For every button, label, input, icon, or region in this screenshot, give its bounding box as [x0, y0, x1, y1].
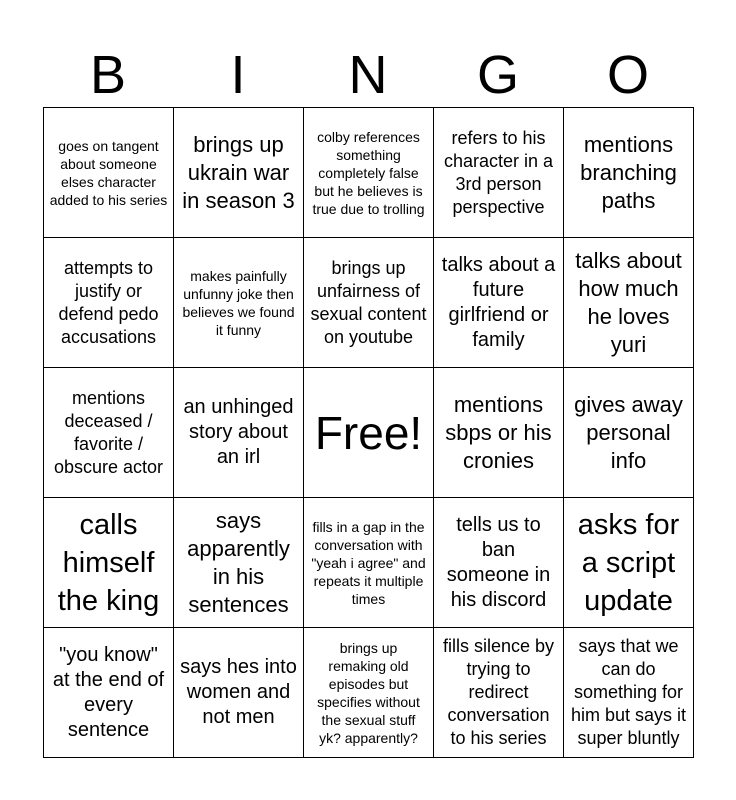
cell-text: attempts to justify or defend pedo accusations	[58, 257, 159, 347]
bingo-cell-r5c3[interactable]	[304, 628, 434, 758]
cell-text: calls himself the king	[57, 508, 160, 617]
bingo-cell-r4c2[interactable]	[174, 498, 304, 628]
cell-text: "you know" at the end of every sentence	[52, 643, 165, 741]
header-letter-n: N	[348, 45, 388, 105]
bingo-cell-r2c1[interactable]	[44, 238, 174, 368]
header-letter-b: B	[89, 45, 127, 105]
cell-text: mentions sbps or his cronies	[445, 391, 552, 473]
cell-text: says hes into women and not men	[180, 656, 297, 728]
cell-text: mentions deceased / favorite / obscure actor	[53, 387, 164, 477]
bingo-cell-r4c5[interactable]	[564, 498, 694, 628]
cell-text: tells us to ban someone in his discord	[446, 513, 551, 611]
cell-text: brings up unfairness of sexual content on youtube	[310, 257, 427, 347]
bingo-cell-r4c1[interactable]	[44, 498, 174, 628]
cell-text: goes on tangent about someone elses character added to his series	[49, 137, 168, 208]
bingo-cell-r3c2[interactable]	[174, 368, 304, 498]
bingo-cell-r4c3[interactable]	[304, 498, 434, 628]
cell-text: brings up remaking old episodes but specifies without the sexual stuff yk? apparently?	[317, 639, 420, 746]
cell-text: colby references something completely false but he believes is true due to trolling	[312, 128, 425, 217]
bingo-cell-r3c5[interactable]	[564, 368, 694, 498]
bingo-cell-r2c2[interactable]	[174, 238, 304, 368]
bingo-cell-r5c1[interactable]	[44, 628, 174, 758]
bingo-header	[43, 44, 693, 106]
bingo-cell-r1c4[interactable]	[434, 108, 564, 238]
free-space-label: Free!	[314, 406, 423, 459]
cell-text: fills silence by trying to redirect conversation to his series	[442, 636, 555, 748]
header-letter-g: G	[476, 45, 519, 105]
cell-text: brings up ukrain war in season 3	[182, 131, 295, 213]
cell-text: refers to his character in a 3rd person perspective	[443, 127, 554, 217]
cell-text: asks for a script update	[577, 508, 680, 617]
cell-text: mentions branching paths	[580, 131, 677, 213]
cell-text: says apparently in his sentences	[187, 507, 290, 617]
bingo-cell-r4c4[interactable]	[434, 498, 564, 628]
cell-text: makes painfully unfunny joke then believes we found it funny	[182, 267, 295, 338]
cell-text: talks about a future girlfriend or family	[441, 253, 556, 351]
bingo-cell-r1c5[interactable]	[564, 108, 694, 238]
bingo-cell-r3c1[interactable]	[44, 368, 174, 498]
bingo-cell-r1c1[interactable]	[44, 108, 174, 238]
cell-text: fills in a gap in the conversation with "yeah i agree" and repeats it multiple times	[311, 518, 426, 607]
bingo-cell-r1c3[interactable]	[304, 108, 434, 238]
bingo-cell-r2c4[interactable]	[434, 238, 564, 368]
bingo-cell-r1c2[interactable]	[174, 108, 304, 238]
cell-text: gives away personal info	[574, 391, 683, 473]
cell-text: talks about how much he loves yuri	[575, 247, 682, 357]
bingo-cell-r5c4[interactable]	[434, 628, 564, 758]
header-letter-i: I	[230, 45, 246, 105]
cell-text: an unhinged story about an irl	[183, 396, 294, 468]
bingo-board	[43, 107, 694, 758]
bingo-cell-free[interactable]	[304, 368, 434, 498]
bingo-cell-r5c2[interactable]	[174, 628, 304, 758]
bingo-cell-r2c3[interactable]	[304, 238, 434, 368]
bingo-cell-r5c5[interactable]	[564, 628, 694, 758]
bingo-cell-r3c4[interactable]	[434, 368, 564, 498]
bingo-cell-r2c5[interactable]	[564, 238, 694, 368]
cell-text: says that we can do something for him but says it super bluntly	[570, 636, 687, 748]
header-letter-o: O	[606, 45, 649, 105]
